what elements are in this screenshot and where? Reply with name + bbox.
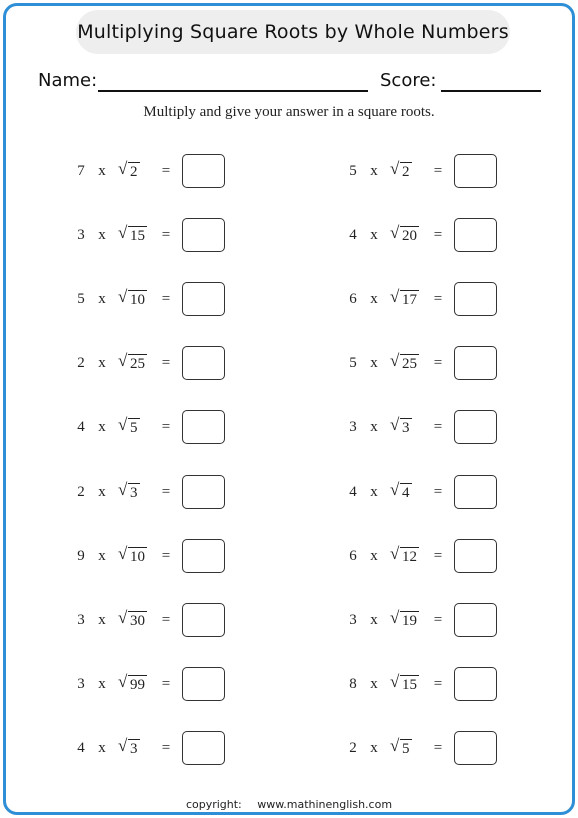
radicand: 99 (130, 677, 145, 693)
sqrt-icon: √ (390, 480, 400, 499)
times-sign: x (370, 419, 378, 435)
radicand: 10 (130, 549, 145, 565)
answer-box[interactable] (182, 475, 225, 509)
equals-sign: = (433, 484, 443, 500)
sqrt-icon: √ (118, 480, 128, 499)
answer-box[interactable] (454, 539, 497, 573)
radicand: 3 (130, 741, 138, 757)
name-blank-line[interactable] (98, 90, 368, 92)
coefficient: 2 (77, 484, 85, 500)
sqrt-icon: √ (118, 223, 128, 242)
website-link[interactable]: www.mathinenglish.com (257, 798, 393, 811)
times-sign: x (98, 227, 106, 243)
equals-sign: = (433, 163, 443, 179)
radicand: 5 (130, 420, 138, 436)
radicand: 3 (402, 420, 410, 436)
coefficient: 5 (349, 163, 357, 179)
sqrt-icon: √ (118, 159, 128, 178)
sqrt-icon: √ (118, 287, 128, 306)
equals-sign: = (433, 612, 443, 628)
sqrt-icon: √ (390, 736, 400, 755)
equals-sign: = (161, 612, 171, 628)
coefficient: 3 (349, 612, 357, 628)
radicand: 20 (402, 228, 417, 244)
equals-sign: = (433, 548, 443, 564)
equals-sign: = (433, 740, 443, 756)
times-sign: x (370, 291, 378, 307)
coefficient: 3 (77, 676, 85, 692)
sqrt-icon: √ (118, 544, 128, 563)
sqrt-icon: √ (390, 415, 400, 434)
radicand: 30 (130, 613, 145, 629)
times-sign: x (98, 612, 106, 628)
answer-box[interactable] (182, 410, 225, 444)
worksheet-title: Multiplying Square Roots by Whole Numbers (76, 10, 510, 54)
score-label: Score: (380, 70, 437, 91)
answer-box[interactable] (454, 282, 497, 316)
answer-box[interactable] (182, 667, 225, 701)
radicand: 17 (402, 292, 417, 308)
sqrt-icon: √ (390, 287, 400, 306)
radicand: 25 (130, 356, 145, 372)
answer-box[interactable] (454, 667, 497, 701)
times-sign: x (370, 676, 378, 692)
equals-sign: = (161, 740, 171, 756)
equals-sign: = (433, 291, 443, 307)
footer (0, 798, 578, 811)
sqrt-icon: √ (390, 351, 400, 370)
name-label: Name: (38, 70, 98, 91)
copyright-label: copyright: (185, 798, 242, 811)
coefficient: 3 (349, 419, 357, 435)
coefficient: 5 (349, 355, 357, 371)
radicand: 3 (130, 485, 138, 501)
sqrt-icon: √ (118, 608, 128, 627)
coefficient: 3 (77, 612, 85, 628)
sqrt-icon: √ (390, 544, 400, 563)
radicand: 25 (402, 356, 417, 372)
coefficient: 6 (349, 291, 357, 307)
radicand: 19 (402, 613, 417, 629)
times-sign: x (98, 548, 106, 564)
sqrt-icon: √ (390, 159, 400, 178)
coefficient: 4 (349, 484, 357, 500)
sqrt-icon: √ (118, 672, 128, 691)
coefficient: 9 (77, 548, 85, 564)
times-sign: x (98, 419, 106, 435)
times-sign: x (98, 484, 106, 500)
equals-sign: = (433, 227, 443, 243)
sqrt-icon: √ (118, 736, 128, 755)
times-sign: x (98, 740, 106, 756)
times-sign: x (370, 612, 378, 628)
times-sign: x (370, 484, 378, 500)
radicand: 2 (402, 164, 410, 180)
sqrt-icon: √ (390, 672, 400, 691)
sqrt-icon: √ (390, 608, 400, 627)
answer-box[interactable] (182, 731, 225, 765)
coefficient: 4 (349, 227, 357, 243)
times-sign: x (370, 548, 378, 564)
times-sign: x (370, 227, 378, 243)
radicand: 10 (130, 292, 145, 308)
radicand: 15 (130, 228, 145, 244)
equals-sign: = (161, 291, 171, 307)
equals-sign: = (161, 484, 171, 500)
equals-sign: = (161, 419, 171, 435)
answer-box[interactable] (454, 218, 497, 252)
times-sign: x (98, 163, 106, 179)
coefficient: 2 (349, 740, 357, 756)
name-score-row (38, 70, 543, 96)
radicand: 5 (402, 741, 410, 757)
answer-box[interactable] (454, 475, 497, 509)
coefficient: 8 (349, 676, 357, 692)
instructions-text: Multiply and give your answer in a square roots. (143, 104, 435, 120)
coefficient: 5 (77, 291, 85, 307)
coefficient: 6 (349, 548, 357, 564)
coefficient: 4 (77, 740, 85, 756)
equals-sign: = (433, 355, 443, 371)
answer-box[interactable] (454, 410, 497, 444)
radicand: 15 (402, 677, 417, 693)
sqrt-icon: √ (118, 415, 128, 434)
equals-sign: = (161, 227, 171, 243)
coefficient: 7 (77, 163, 85, 179)
equals-sign: = (161, 676, 171, 692)
equals-sign: = (161, 355, 171, 371)
radicand: 2 (130, 164, 138, 180)
times-sign: x (370, 355, 378, 371)
radicand: 12 (402, 549, 417, 565)
answer-box[interactable] (182, 603, 225, 637)
sqrt-icon: √ (390, 223, 400, 242)
times-sign: x (98, 291, 106, 307)
equals-sign: = (433, 419, 443, 435)
sqrt-icon: √ (118, 351, 128, 370)
answer-box[interactable] (454, 154, 497, 188)
answer-box[interactable] (182, 154, 225, 188)
coefficient: 4 (77, 419, 85, 435)
answer-box[interactable] (182, 539, 225, 573)
times-sign: x (98, 676, 106, 692)
equals-sign: = (433, 676, 443, 692)
times-sign: x (370, 740, 378, 756)
answer-box[interactable] (182, 346, 225, 380)
equals-sign: = (161, 163, 171, 179)
answer-box[interactable] (182, 218, 225, 252)
score-blank-line[interactable] (441, 90, 541, 92)
times-sign: x (98, 355, 106, 371)
equals-sign: = (161, 548, 171, 564)
radicand: 4 (402, 485, 410, 501)
coefficient: 3 (77, 227, 85, 243)
answer-box[interactable] (454, 346, 497, 380)
coefficient: 2 (77, 355, 85, 371)
times-sign: x (370, 163, 378, 179)
answer-box[interactable] (454, 603, 497, 637)
answer-box[interactable] (454, 731, 497, 765)
answer-box[interactable] (182, 282, 225, 316)
